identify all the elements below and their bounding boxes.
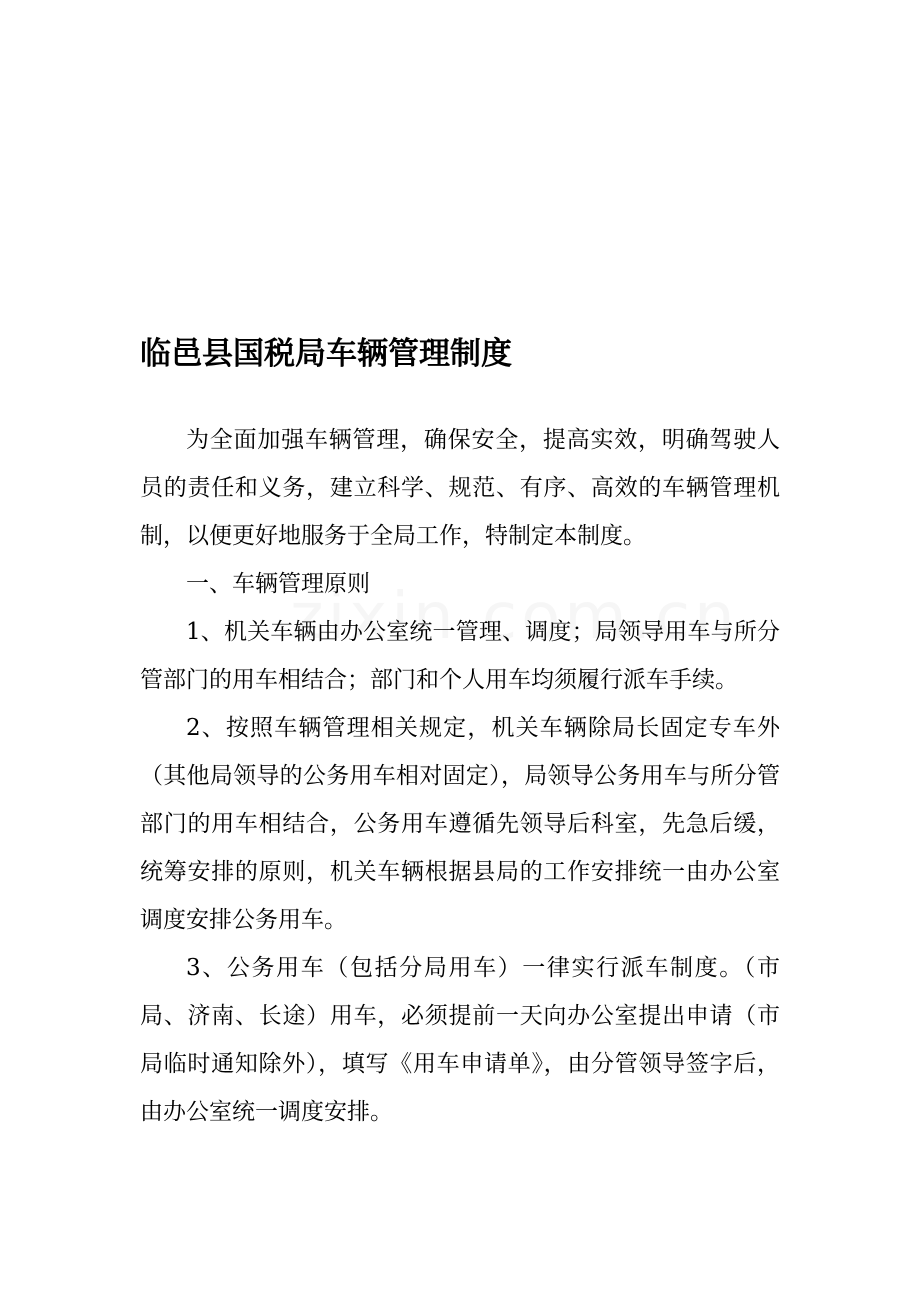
clause-paragraph-1: 1、机关车辆由办公室统一管理、调度；局领导用车与所分管部门的用车相结合；部门和个人用车均须履行派车手续。: [140, 619, 780, 693]
document-body: [140, 416, 780, 1136]
clause-paragraph-3: 3、公务用车（包括分局用车）一律实行派车制度。（市局、济南、长途）用车，必须提前一天向办公室提出申请（市局临时通知除外），填写《用车申请单》，由分管领导签字后，由办公室统一调度安排。: [140, 955, 780, 1125]
clause-paragraph-2: 2、按照车辆管理相关规定，机关车辆除局长固定专车外（其他局领导的公务用车相对固定），局领导公务用车与所分管部门的用车相结合，公务用车遵循先领导后科室，先急后缓，统筹安排的原则，机关车辆根据县局的工作安排统一由办公室调度安排公务用车。: [140, 715, 780, 933]
intro-paragraph: 为全面加强车辆管理，确保安全，提高实效，明确驾驶人员的责任和义务，建立科学、规范、有序、高效的车辆管理机制，以便更好地服务于全局工作，特制定本制度。: [140, 427, 780, 549]
section-heading-1: 一、车辆管理原则: [186, 571, 370, 597]
document-title: 临邑县国税局车辆管理制度: [140, 336, 512, 372]
